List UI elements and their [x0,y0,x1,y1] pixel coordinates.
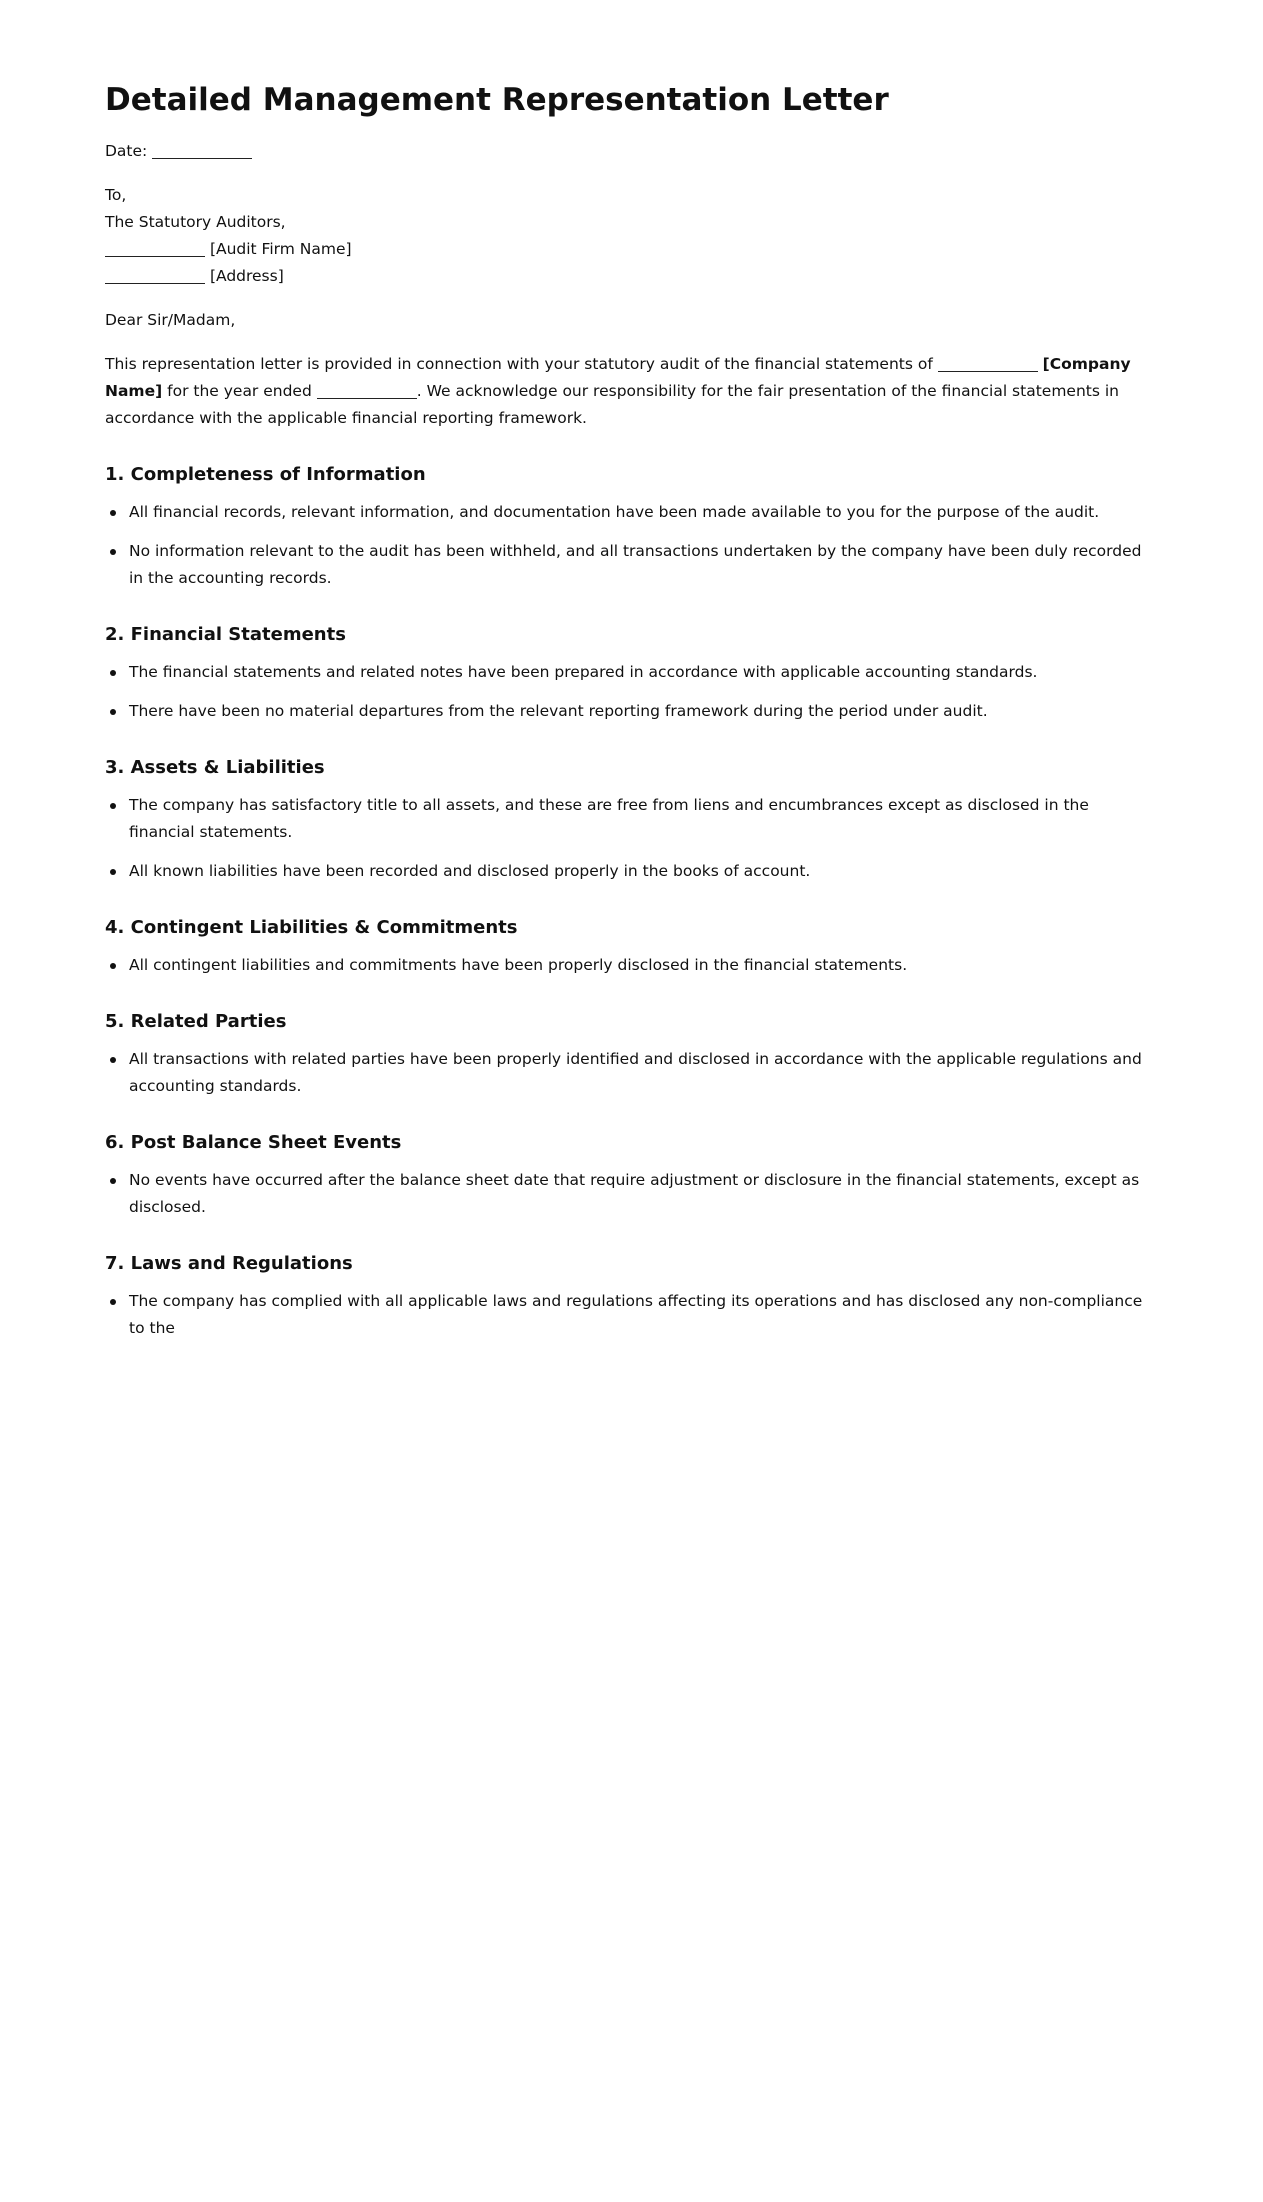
section-post-balance-sheet [105,1129,1155,1221]
address-block [105,182,1155,290]
section-laws-regulations [105,1250,1155,1342]
salutation: Dear Sir/Madam, [105,311,236,329]
section-heading: 7. Laws and Regulations [105,1253,353,1274]
section-financial-statements [105,621,1155,725]
intro-paragraph [105,351,1155,432]
intro-text-3: . We acknowledge our responsibility for the fair presentation of the financial statements in accordance with the applicable financial reporting framework. [105,382,1119,427]
section-heading: 6. Post Balance Sheet Events [105,1132,402,1153]
company-blank [938,357,1038,372]
address-placeholder: [Address] [209,267,284,285]
section-heading: 4. Contingent Liabilities & Commitments [105,917,518,938]
list-item: The financial statements and related notes have been prepared in accordance with applicable accounting standards. [129,659,1155,686]
list-item: All known liabilities have been recorded and disclosed properly in the books of account. [129,858,1155,885]
list-item: No information relevant to the audit has been withheld, and all transactions undertaken by the company have been duly recorded in the accounting records. [129,538,1155,592]
to-label: To, [105,186,127,204]
section-points [105,659,1155,725]
audit-firm-line [105,236,1155,263]
date-blank [152,144,252,159]
section-points [105,1046,1155,1100]
list-item: All transactions with related parties have been properly identified and disclosed in accordance with the applicable regulations and accounting standards. [129,1046,1155,1100]
list-item: The company has satisfactory title to all assets, and these are free from liens and encumbrances except as disclosed in the financial statements. [129,792,1155,846]
section-completeness [105,461,1155,592]
audit-firm-placeholder: [Audit Firm Name] [209,240,352,258]
section-points [105,952,1155,979]
company-placeholder: [Company Name] [105,355,1131,400]
section-heading: 2. Financial Statements [105,624,346,645]
list-item: All financial records, relevant information, and documentation have been made available to you for the purpose of the audit. [129,499,1155,526]
section-contingent-liabilities [105,914,1155,979]
recipient-line: The Statutory Auditors, [105,213,286,231]
address-line [105,263,1155,290]
list-item: The company has complied with all applicable laws and regulations affecting its operations and has disclosed any non-compliance to the [129,1288,1155,1342]
section-related-parties [105,1008,1155,1100]
section-points [105,1167,1155,1221]
list-item: There have been no material departures from the relevant reporting framework during the period under audit. [129,698,1155,725]
section-heading: 1. Completeness of Information [105,464,426,485]
section-heading: 5. Related Parties [105,1011,287,1032]
page-title: Detailed Management Representation Letter [105,82,889,118]
section-assets-liabilities [105,754,1155,885]
list-item: No events have occurred after the balance sheet date that require adjustment or disclosure in the financial statements, except as disclosed. [129,1167,1155,1221]
section-heading: 3. Assets & Liabilities [105,757,325,778]
date-line [105,138,1155,165]
letter-document [105,0,1155,1354]
section-points [105,792,1155,885]
section-points [105,1288,1155,1342]
year-ended-blank [317,384,417,399]
date-label: Date: [105,142,148,160]
address-blank [105,269,205,284]
intro-text-2: for the year ended [167,382,312,400]
intro-text-1: This representation letter is provided in connection with your statutory audit of the financial statements of [105,355,933,373]
audit-firm-blank [105,242,205,257]
section-points [105,499,1155,592]
list-item: All contingent liabilities and commitments have been properly disclosed in the financial statements. [129,952,1155,979]
